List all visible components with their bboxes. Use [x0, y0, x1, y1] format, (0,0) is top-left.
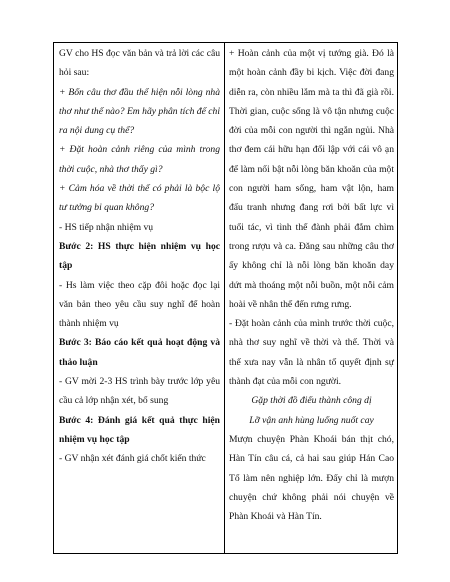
step-heading: Bước 2: HS thực hiện nhiệm vụ học tập	[59, 240, 220, 272]
task-item: - GV mời 2-3 HS trình bày trước lớp yêu cầu cả lớp nhận xét, bổ sung	[59, 376, 220, 407]
poem-line: Gặp thời đồ điếu thành công dị	[251, 395, 372, 407]
task-item: - GV nhận xét đánh giá chốt kiến thức	[59, 453, 206, 465]
task-item: - Hs làm việc theo cặp đôi hoặc đọc lại văn bản theo yêu cầu suy nghĩ để hoàn thành nhiệm vụ	[59, 279, 220, 330]
poem-line: Lỡ vận anh hùng luống nuốt cay	[249, 414, 374, 426]
question: + Đặt hoàn cảnh riêng của mình trong thời cuộc, nhà thơ thấy gì?	[59, 144, 220, 175]
lesson-table	[53, 42, 398, 554]
task-item: - HS tiếp nhận nhiệm vụ	[59, 221, 154, 233]
content-column	[225, 43, 397, 553]
paragraph: Mượn chuyện Phàn Khoái bán thịt chó, Hàn Tín câu cá, cả hai sau giúp Hán Cao Tổ làm nên nghiệp lớn. Đấy chỉ là mượn chuyện chứ không phải nói chuyện về Phàn Khoái và Hàn Tín.	[229, 433, 394, 523]
paragraph: GV cho HS đọc văn bản và trả lời các câu hỏi sau:	[59, 48, 221, 79]
question: + Cảm hóa về thời thế có phải là bộc lộ tư tưởng bi quan không?	[59, 183, 220, 214]
question: + Bốn câu thơ đầu thể hiện nỗi lòng nhà thơ như thế nào? Em hãy phân tích để chỉ ra nội dung cụ thể?	[59, 86, 220, 137]
step-heading: Bước 3: Báo cáo kết quả hoạt động và thảo luận	[59, 337, 220, 368]
step-heading: Bước 4: Đánh giá kết quả thực hiện nhiệm vụ học tập	[59, 414, 220, 445]
activity-column	[54, 43, 225, 553]
paragraph: + Hoàn cảnh của một vị tướng già. Đó là một hoàn cảnh đầy bi kịch. Việc đời đang diễn ra, còn nhiều lắm mà ta thì đã già rồi. Thời gian, cuộc sống là vô tận nhưng cuộc đời của mỗi con người thì ngắn ngủi. Nhà thơ đem cái hữu hạn đối lập với cái vô ạn để làm nổi bật nỗi lòng băn khoăn của một con người ham sống, ham vật lộn, ham đấu tranh nhưng đang rơi bởi bất lực vì tuổi tác, vì tình thế đành phải đắm chìm trong rượu và ca. Đăng sau những câu thơ ấy không chỉ là nỗi lòng băn khoăn day dứt mà thoáng một nỗi buồn, một nỗi cảm hoài về nhân thế đến rưng rưng.	[229, 48, 394, 310]
paragraph: - Đặt hoàn cảnh của mình trước thời cuộc, nhà thơ suy nghĩ về thời và thế. Thời và thế xưa nay vẫn là nhân tố quyết định sự thành đạt của mỗi con người.	[229, 318, 394, 388]
